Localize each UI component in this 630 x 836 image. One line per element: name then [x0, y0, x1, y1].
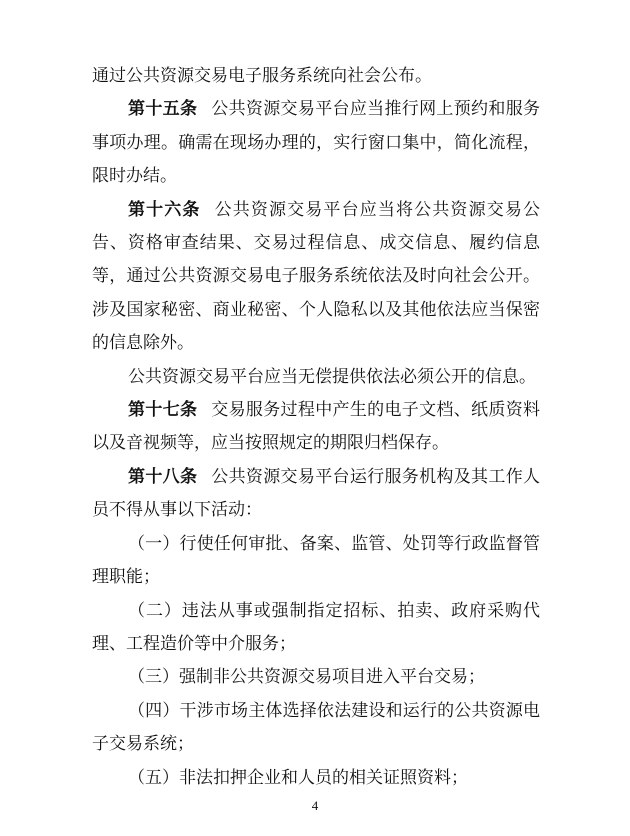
paragraph-text: （五）非法扣押企业和人员的相关证照资料； — [128, 767, 468, 788]
paragraph-text: 交易服务过程中产生的电子文档、纸质资料以及音视频等，应当按照规定的期限归档保存。 — [92, 400, 541, 454]
body-paragraph — [92, 695, 540, 762]
paragraph-text: （一）行使任何审批、备案、监管、处罚等行政监督管理职能； — [92, 533, 540, 588]
body-paragraph — [92, 60, 540, 93]
article-number: 第十五条 — [128, 99, 198, 120]
body-paragraph — [92, 595, 540, 662]
article-paragraph — [92, 194, 540, 361]
body-paragraph — [92, 528, 540, 595]
article-number: 第十七条 — [128, 400, 198, 421]
paragraph-text: 公共资源交易平台运行服务机构及其工作人员不得从事以下活动： — [92, 466, 541, 521]
article-number: 第十八条 — [128, 466, 198, 487]
document-body — [92, 60, 540, 795]
paragraph-text: 通过公共资源交易电子服务系统向社会公布。 — [92, 66, 432, 86]
body-paragraph — [92, 661, 540, 694]
article-paragraph — [92, 461, 540, 528]
article-paragraph — [92, 394, 540, 461]
paragraph-text: （三）强制非公共资源交易项目进入平台交易； — [128, 667, 485, 688]
paragraph-text: （四）干涉市场主体选择依法建设和运行的公共资源电子交易系统； — [92, 700, 540, 755]
paragraph-text: （二）违法从事或强制指定招标、拍卖、政府采购代理、工程造价等中介服务； — [92, 600, 540, 654]
body-paragraph — [92, 361, 540, 394]
article-paragraph — [92, 93, 540, 193]
paragraph-text: 公共资源交易平台应当推行网上预约和服务事项办理。确需在现场办理的，实行窗口集中，简化流程，限时办结。 — [92, 99, 541, 187]
page-number: 4 — [311, 798, 319, 813]
body-paragraph — [92, 762, 540, 795]
paragraph-text: 公共资源交易平台应当将公共资源交易公告、资格审查结果、交易过程信息、成交信息、履约信息等，通过公共资源交易电子服务系统依法及时向社会公开。涉及国家秘密、商业秘密、个人隐私以及其他依法应当保密的信息除外。 — [92, 199, 541, 354]
article-number: 第十六条 — [128, 199, 201, 220]
paragraph-text: 公共资源交易平台应当无偿提供依法必须公开的信息。 — [128, 366, 536, 387]
